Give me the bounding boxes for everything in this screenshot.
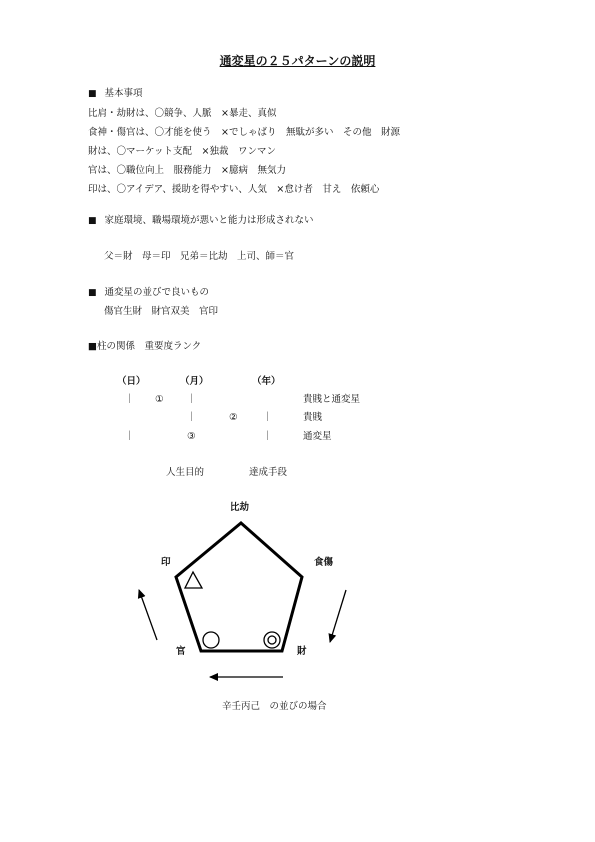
node-shokushou: 食傷 (314, 557, 334, 568)
column-day: （日） (117, 376, 146, 387)
family-mapping-line: 父＝財 母＝印 兄弟＝比劫 上司、師＝官 (104, 251, 295, 262)
section-good-order-heading: ■ 通変星の並びで良いもの (88, 287, 209, 299)
row2-bar-left: ｜ (187, 412, 197, 423)
row3-label: 通変星 (303, 431, 332, 442)
basics-line-shokujin: 食神・傷官は、〇才能を使う ×でしゃばり 無駄が多い その他 財源 (88, 127, 400, 138)
column-month: （月） (180, 376, 209, 387)
diagram-caption: 辛壬丙己 の並びの場合 (222, 701, 327, 712)
circle-mark-icon (203, 632, 219, 648)
page-title: 通変星の２５パターンの説明 (219, 54, 376, 68)
achievement-means-label: 達成手段 (249, 467, 288, 478)
pentagon-shape (176, 523, 302, 651)
section-basics-heading: ■ 基本事項 (88, 88, 143, 100)
basics-line-in: 印は、〇アイデア、援助を得やすい、人気 ×怠け者 甘え 依頼心 (88, 184, 380, 195)
row3-bar-left: ｜ (125, 431, 135, 442)
row1-circle-1: ① (155, 394, 164, 405)
arrow-up-left-icon (139, 590, 157, 640)
node-in: 印 (161, 557, 171, 568)
node-kan: 官 (176, 646, 186, 657)
node-hikou: 比劫 (230, 502, 250, 513)
row2-bar-right: ｜ (263, 412, 273, 423)
section-environment-heading: ■ 家庭環境、職場環境が悪いと能力は形成されない (88, 215, 314, 227)
row1-bar-right: ｜ (187, 394, 197, 405)
column-year: （年） (252, 376, 281, 387)
row3-circle-3: ③ (187, 431, 196, 442)
row3-bar-right: ｜ (263, 431, 273, 442)
basics-line-hiken: 比肩・劫財は、〇競争、人脈 ×暴走、真似 (88, 108, 277, 119)
basics-line-zai: 財は、〇マーケット支配 ×独裁 ワンマン (88, 146, 276, 157)
row1-bar-left: ｜ (125, 394, 135, 405)
row2-label: 貴賎 (303, 412, 323, 423)
good-order-line: 傷官生財 財官双美 官印 (104, 306, 219, 317)
triangle-mark-icon (185, 572, 202, 588)
arrow-down-right-icon (330, 590, 346, 642)
row1-label: 貴賎と通変星 (303, 394, 361, 405)
basics-line-kan: 官は、〇職位向上 服務能力 ×臆病 無気力 (88, 165, 286, 176)
section-pillars-heading: ■柱の関係 重要度ランク (88, 341, 202, 352)
node-zai: 財 (297, 646, 307, 657)
double-circle-mark-icon (264, 632, 280, 648)
life-purpose-label: 人生目的 (166, 467, 205, 478)
row2-circle-2: ② (229, 412, 238, 423)
